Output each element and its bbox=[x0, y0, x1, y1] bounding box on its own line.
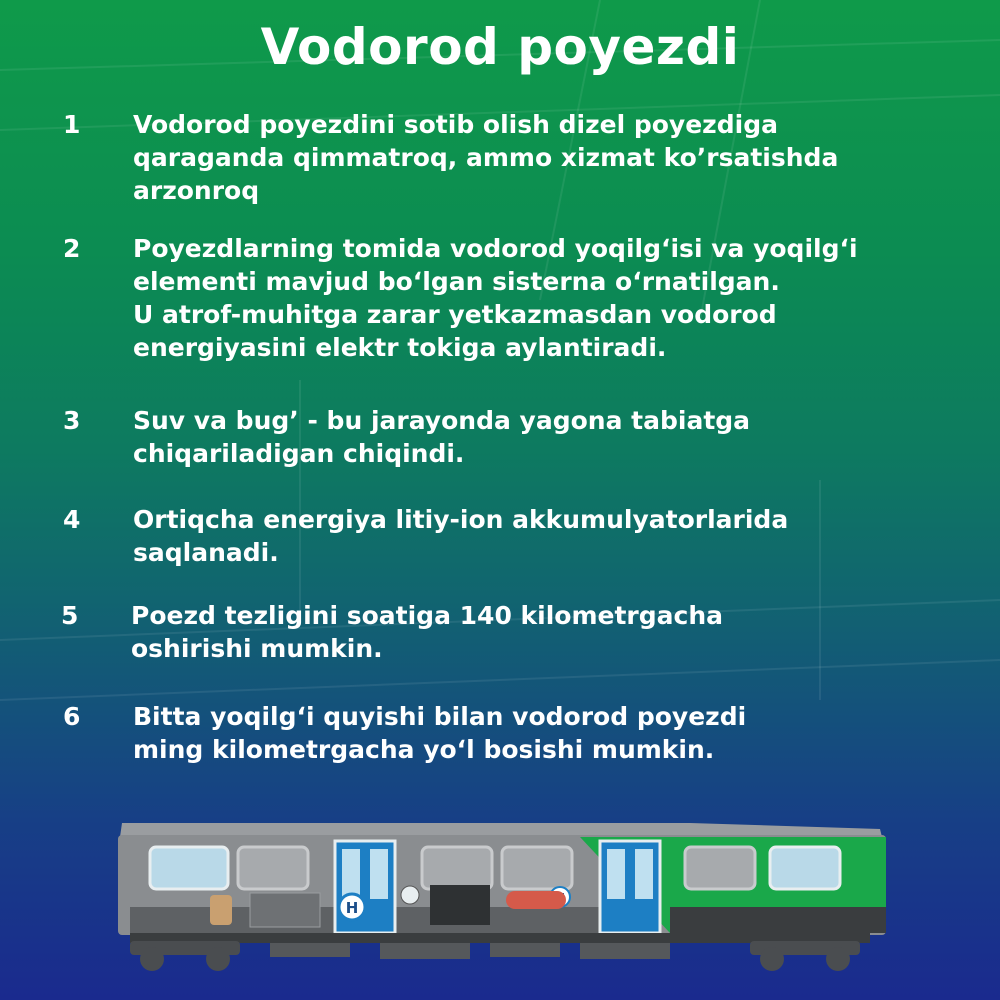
underfloor-equipment bbox=[270, 943, 670, 959]
train-window bbox=[770, 847, 840, 889]
train-window bbox=[685, 847, 755, 889]
train-window bbox=[422, 847, 492, 889]
hydrogen-tank bbox=[506, 891, 566, 909]
svg-text:H: H bbox=[345, 899, 359, 917]
fuel-cell bbox=[210, 895, 232, 925]
train-window bbox=[238, 847, 308, 889]
train-floor bbox=[670, 907, 886, 933]
item-number: 5 bbox=[61, 601, 79, 630]
train-bogie bbox=[130, 941, 240, 971]
item-text: Vodorod poyezdini sotib olish dizel poyezdiga qaraganda qimmatroq, ammo xizmat koʼrsatishda arzonroq bbox=[133, 110, 839, 205]
battery-pack bbox=[250, 893, 320, 927]
train-bogie bbox=[750, 941, 860, 971]
train-door bbox=[600, 841, 660, 933]
item-text: Poyezdlarning tomida vodorod yoqilgʻisi va yoqilgʻi elementi mavjud boʻlgan sisterna oʻrnatilgan. U atrof-muhitga zarar yetkazmasdan vodorod energiyasini elektr tokiga aylantiradi. bbox=[133, 234, 858, 362]
hydrogen-train-illustration bbox=[110, 815, 890, 975]
hydrogen-badge-icon bbox=[339, 894, 365, 920]
item-text: Suv va bugʼ - bu jarayonda yagona tabiatga chiqariladigan chiqindi. bbox=[133, 406, 751, 468]
item-number: 4 bbox=[63, 505, 81, 534]
train-door bbox=[335, 841, 395, 933]
item-number: 3 bbox=[63, 406, 81, 435]
gauge-icon bbox=[401, 886, 419, 904]
page-title: Vodorod poyezdi bbox=[260, 18, 740, 76]
item-number: 1 bbox=[63, 110, 81, 139]
train-window bbox=[150, 847, 228, 889]
train-window bbox=[502, 847, 572, 889]
item-number: 6 bbox=[63, 702, 81, 731]
power-unit bbox=[430, 885, 490, 925]
item-number: 2 bbox=[63, 234, 81, 263]
item-text: Poezd tezligini soatiga 140 kilometrgacha oshirishi mumkin. bbox=[131, 601, 724, 663]
item-text: Bitta yoqilgʻi quyishi bilan vodorod poyezdi ming kilometrgacha yoʻl bosishi mumkin. bbox=[133, 702, 747, 764]
item-text: Ortiqcha energiya litiy-ion akkumulyatorlarida saqlanadi. bbox=[133, 505, 789, 567]
train-roof bbox=[120, 823, 882, 837]
